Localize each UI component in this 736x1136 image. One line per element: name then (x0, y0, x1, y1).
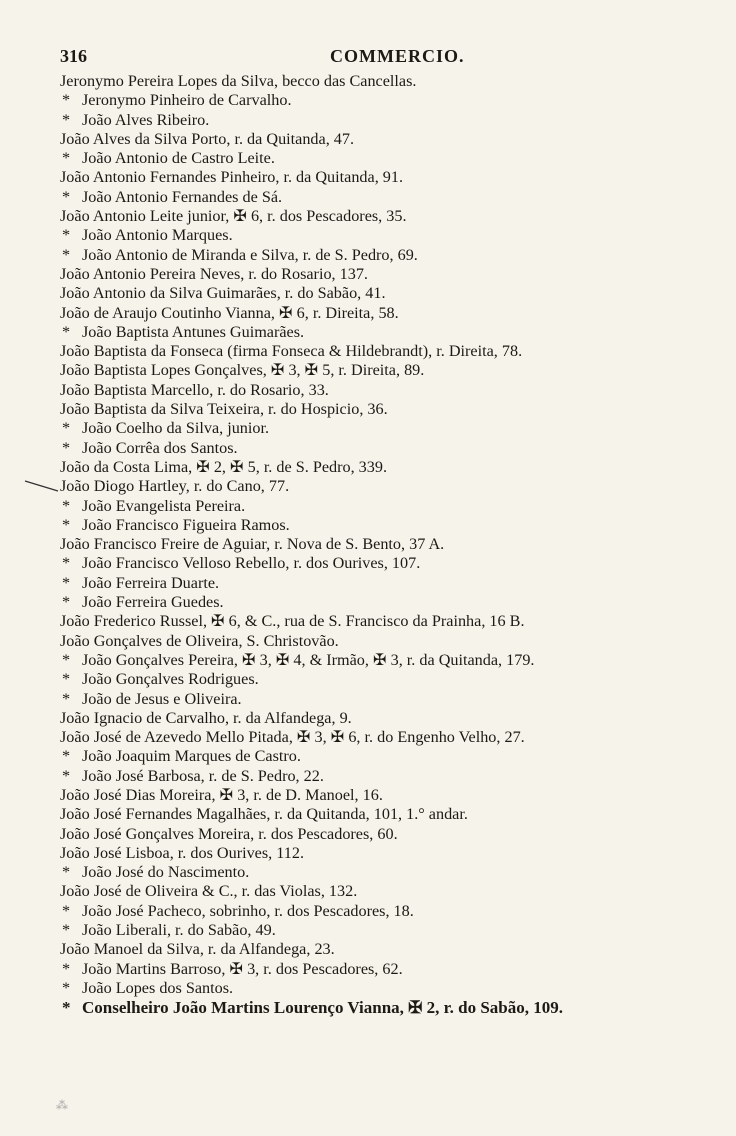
directory-entry (60, 304, 680, 323)
directory-entry (60, 284, 680, 303)
directory-entry (60, 246, 680, 265)
asterisk-mark: * (62, 438, 71, 457)
entry-text: Jeronymo Pinheiro de Carvalho. (82, 91, 292, 110)
asterisk-mark: * (62, 573, 71, 592)
directory-entry (60, 747, 680, 766)
entry-text: João Antonio Marques. (82, 226, 233, 245)
directory-entry (60, 72, 680, 91)
asterisk-mark: * (62, 110, 71, 129)
directory-entry (60, 207, 680, 226)
entry-text: João Evangelista Pereira. (82, 496, 246, 515)
directory-entry (60, 400, 680, 419)
entry-text: João Baptista Marcello, r. do Rosario, 33. (60, 380, 329, 399)
entry-text: João Antonio Leite junior, ✠ 6, r. dos Pescadores, 35. (60, 207, 407, 226)
entry-text: João José de Azevedo Mello Pitada, ✠ 3, ✠ 6, r. do Engenho Velho, 27. (60, 728, 525, 747)
directory-entry (60, 979, 680, 998)
entry-text: João José Barbosa, r. de S. Pedro, 22. (82, 766, 324, 785)
entry-text: João Coelho da Silva, junior. (82, 419, 270, 438)
directory-entry (60, 535, 680, 554)
entry-text: João Diogo Hartley, r. do Cano, 77. (60, 477, 290, 496)
entry-text: João Antonio da Silva Guimarães, r. do Sabão, 41. (60, 284, 386, 303)
asterisk-mark: * (62, 515, 71, 534)
entry-text: João Antonio de Castro Leite. (82, 149, 275, 168)
asterisk-mark: * (62, 998, 71, 1018)
entry-text: João José Pacheco, sobrinho, r. dos Pescadores, 18. (82, 901, 414, 920)
asterisk-mark: * (62, 978, 71, 997)
entry-text: João Antonio Fernandes Pinheiro, r. da Quitanda, 91. (60, 168, 404, 187)
directory-entry (60, 940, 680, 959)
directory-entry (60, 767, 680, 786)
entry-text: João da Costa Lima, ✠ 2, ✠ 5, r. de S. Pedro, 339. (60, 457, 388, 476)
asterisk-mark: * (62, 245, 71, 264)
directory-entry (60, 863, 680, 882)
entry-text: Jeronymo Pereira Lopes da Silva, becco das Cancellas. (60, 72, 417, 90)
entry-text: João Antonio Fernandes de Sá. (82, 187, 283, 206)
directory-entry (60, 921, 680, 940)
running-head: COMMERCIO. (330, 46, 465, 66)
entry-text: João Ignacio de Carvalho, r. da Alfandega, 9. (60, 708, 352, 727)
directory-entry (60, 554, 680, 573)
directory-entry (60, 188, 680, 207)
directory-entry (60, 323, 680, 342)
entry-text: João Antonio de Miranda e Silva, r. de S. Pedro, 69. (82, 245, 418, 264)
entry-text: João José do Nascimento. (82, 863, 250, 882)
directory-entry (60, 419, 680, 438)
directory-entry (60, 477, 680, 496)
entry-text: João Francisco Figueira Ramos. (82, 515, 290, 534)
directory-entry (60, 149, 680, 168)
directory-entry (60, 709, 680, 728)
directory-entry (60, 361, 680, 380)
asterisk-mark: * (62, 593, 71, 612)
page-number: 316 (60, 46, 87, 66)
entry-text: João Baptista da Fonseca (firma Fonseca & Hildebrandt), r. Direita, 78. (60, 342, 523, 361)
directory-entry (60, 998, 680, 1017)
directory-entry (60, 91, 680, 110)
directory-entry (60, 574, 680, 593)
entry-text: João Francisco Velloso Rebello, r. dos Ourives, 107. (82, 554, 421, 573)
entry-text: João Ferreira Duarte. (82, 573, 220, 592)
entry-text: João Manoel da Silva, r. da Alfandega, 23. (60, 940, 335, 959)
asterisk-mark: * (62, 901, 71, 920)
asterisk-mark: * (62, 766, 71, 785)
directory-entry (60, 265, 680, 284)
entry-text: João Martins Barroso, ✠ 3, r. dos Pescadores, 62. (82, 959, 403, 978)
asterisk-mark: * (62, 187, 71, 206)
entry-text: João de Jesus e Oliveira. (82, 689, 242, 708)
asterisk-mark: * (62, 747, 71, 766)
asterisk-mark: * (62, 670, 71, 689)
directory-entry (60, 458, 680, 477)
entry-text: João José de Oliveira & C., r. das Violas, 132. (60, 882, 358, 901)
entry-text: João Baptista Antunes Guimarães. (82, 322, 305, 341)
asterisk-mark: * (62, 921, 71, 940)
directory-entry (60, 168, 680, 187)
directory-entry (60, 651, 680, 670)
asterisk-mark: * (62, 554, 71, 573)
directory-entry (60, 728, 680, 747)
entry-text: João Gonçalves Pereira, ✠ 3, ✠ 4, & Irmão, ✠ 3, r. da Quitanda, 179. (82, 650, 535, 669)
directory-entry (60, 825, 680, 844)
directory-entry (60, 497, 680, 516)
directory-entry (60, 342, 680, 361)
directory-entry (60, 632, 680, 651)
entry-text: João de Araujo Coutinho Vianna, ✠ 6, r. Direita, 58. (60, 303, 399, 322)
entry-text: João Ferreira Guedes. (82, 593, 224, 612)
directory-entries (60, 72, 680, 1018)
margin-pen-mark (24, 479, 60, 493)
entry-text: João Gonçalves Rodrigues. (82, 670, 259, 689)
entry-text: João Lopes dos Santos. (82, 978, 234, 997)
entry-text: João Liberali, r. do Sabão, 49. (82, 921, 276, 940)
directory-entry (60, 226, 680, 245)
ink-smudge: ⁂ (56, 1098, 68, 1112)
directory-entry (60, 670, 680, 689)
entry-text: Conselheiro João Martins Lourenço Vianna, ✠ 2, r. do Sabão, 109. (82, 998, 564, 1018)
entry-text: João Frederico Russel, ✠ 6, & C., rua de S. Francisco da Prainha, 16 B. (60, 612, 525, 631)
entry-text: João Corrêa dos Santos. (82, 438, 238, 457)
entry-text: João Joaquim Marques de Castro. (82, 747, 301, 766)
asterisk-mark: * (62, 322, 71, 341)
asterisk-mark: * (62, 149, 71, 168)
entry-text: João José Gonçalves Moreira, r. dos Pescadores, 60. (60, 824, 398, 843)
directory-entry (60, 844, 680, 863)
directory-entry (60, 690, 680, 709)
entry-text: João José Dias Moreira, ✠ 3, r. de D. Manoel, 16. (60, 785, 383, 804)
entry-text: João Baptista Lopes Gonçalves, ✠ 3, ✠ 5, r. Direita, 89. (60, 361, 425, 380)
directory-entry (60, 805, 680, 824)
directory-entry (60, 882, 680, 901)
entry-text: João José Lisboa, r. dos Ourives, 112. (60, 843, 304, 862)
directory-entry (60, 593, 680, 612)
entry-text: João José Fernandes Magalhães, r. da Quitanda, 101, 1.° andar. (60, 805, 468, 824)
directory-entry (60, 960, 680, 979)
asterisk-mark: * (62, 650, 71, 669)
asterisk-mark: * (62, 419, 71, 438)
asterisk-mark: * (62, 959, 71, 978)
directory-entry (60, 381, 680, 400)
page-header (60, 46, 640, 70)
directory-entry (60, 439, 680, 458)
entry-text: João Alves Ribeiro. (82, 110, 210, 129)
asterisk-mark: * (62, 689, 71, 708)
directory-entry (60, 111, 680, 130)
asterisk-mark: * (62, 226, 71, 245)
asterisk-mark: * (62, 91, 71, 110)
asterisk-mark: * (62, 863, 71, 882)
directory-entry (60, 612, 680, 631)
directory-entry (60, 130, 680, 149)
entry-text: João Alves da Silva Porto, r. da Quitanda, 47. (60, 129, 355, 148)
directory-entry (60, 516, 680, 535)
entry-text: João Baptista da Silva Teixeira, r. do Hospicio, 36. (60, 400, 388, 419)
directory-entry (60, 786, 680, 805)
entry-text: João Antonio Pereira Neves, r. do Rosario, 137. (60, 264, 368, 283)
directory-entry (60, 902, 680, 921)
entry-text: João Gonçalves de Oliveira, S. Christovão. (60, 631, 339, 650)
asterisk-mark: * (62, 496, 71, 515)
entry-text: João Francisco Freire de Aguiar, r. Nova de S. Bento, 37 A. (60, 535, 445, 554)
